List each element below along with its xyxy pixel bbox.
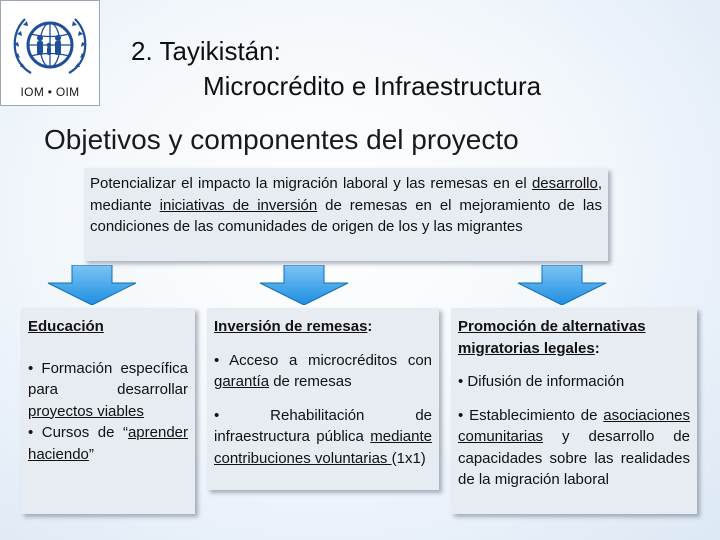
item-text: y desarrollo de capacidades sobre las realidades de la migración laboral bbox=[458, 428, 690, 488]
logo-text: IOM • OIM bbox=[20, 85, 80, 99]
component-item: • Difusión de información bbox=[458, 373, 625, 390]
component-investment bbox=[207, 308, 439, 490]
down-arrow-icon bbox=[258, 265, 350, 305]
component-item bbox=[458, 405, 690, 491]
item-text: • Rehabilitación de infraestructura pública bbox=[214, 406, 432, 445]
item-text-underlined: proyectos viables bbox=[28, 402, 144, 420]
component-title bbox=[458, 316, 690, 359]
item-text: • Cursos de “ bbox=[28, 424, 128, 441]
title-text: Inversión de remesas bbox=[214, 318, 368, 335]
objective-text: , mediante bbox=[90, 175, 602, 214]
item-text: ” bbox=[88, 445, 94, 463]
globe-family-icon bbox=[7, 9, 93, 83]
component-item bbox=[214, 350, 432, 393]
title-suffix: : bbox=[594, 339, 600, 357]
down-arrow-icon bbox=[516, 265, 608, 305]
component-item bbox=[28, 422, 188, 465]
slide-title-line2: Microcrédito e Infraestructura bbox=[203, 71, 542, 101]
item-text: • Formación específica para desarrollar bbox=[28, 359, 188, 398]
component-item bbox=[214, 405, 432, 470]
section-heading: Objetivos y componentes del proyecto bbox=[44, 124, 519, 155]
objective-text-underlined: iniciativas de inversión bbox=[159, 196, 318, 214]
title-suffix: : bbox=[367, 318, 373, 335]
objective-text: Potencializar el impacto la migración laboral y las remesas en el bbox=[90, 175, 532, 192]
item-text-underlined: aprender haciendo bbox=[28, 424, 188, 463]
item-text-underlined: garantía bbox=[214, 373, 270, 390]
slide-title-line1: 2. Tayikistán: bbox=[131, 36, 281, 66]
component-item bbox=[28, 358, 188, 423]
item-text: • Establecimiento de bbox=[458, 406, 604, 424]
objective-text-underlined: desarrollo bbox=[531, 175, 598, 192]
down-arrow-icon bbox=[46, 265, 138, 305]
component-education bbox=[21, 308, 195, 514]
component-title: Educación bbox=[28, 318, 104, 335]
iom-logo bbox=[0, 0, 100, 106]
item-text: • Acceso a microcréditos con bbox=[214, 351, 432, 369]
objective-text: de remesas en el mejoramiento de las condiciones de las comunidades de origen de los y las migrantes bbox=[90, 196, 603, 235]
item-text: (1x1) bbox=[391, 449, 426, 467]
component-promotion bbox=[451, 308, 697, 514]
item-text-underlined: asociaciones comunitarias bbox=[458, 406, 690, 445]
item-text-underlined: mediante contribuciones voluntarias bbox=[214, 428, 432, 467]
item-text: de remesas bbox=[269, 373, 352, 390]
component-title bbox=[214, 316, 432, 338]
objective-box bbox=[84, 168, 608, 261]
title-text: Promoción de alternativas migratorias legales bbox=[458, 318, 646, 357]
